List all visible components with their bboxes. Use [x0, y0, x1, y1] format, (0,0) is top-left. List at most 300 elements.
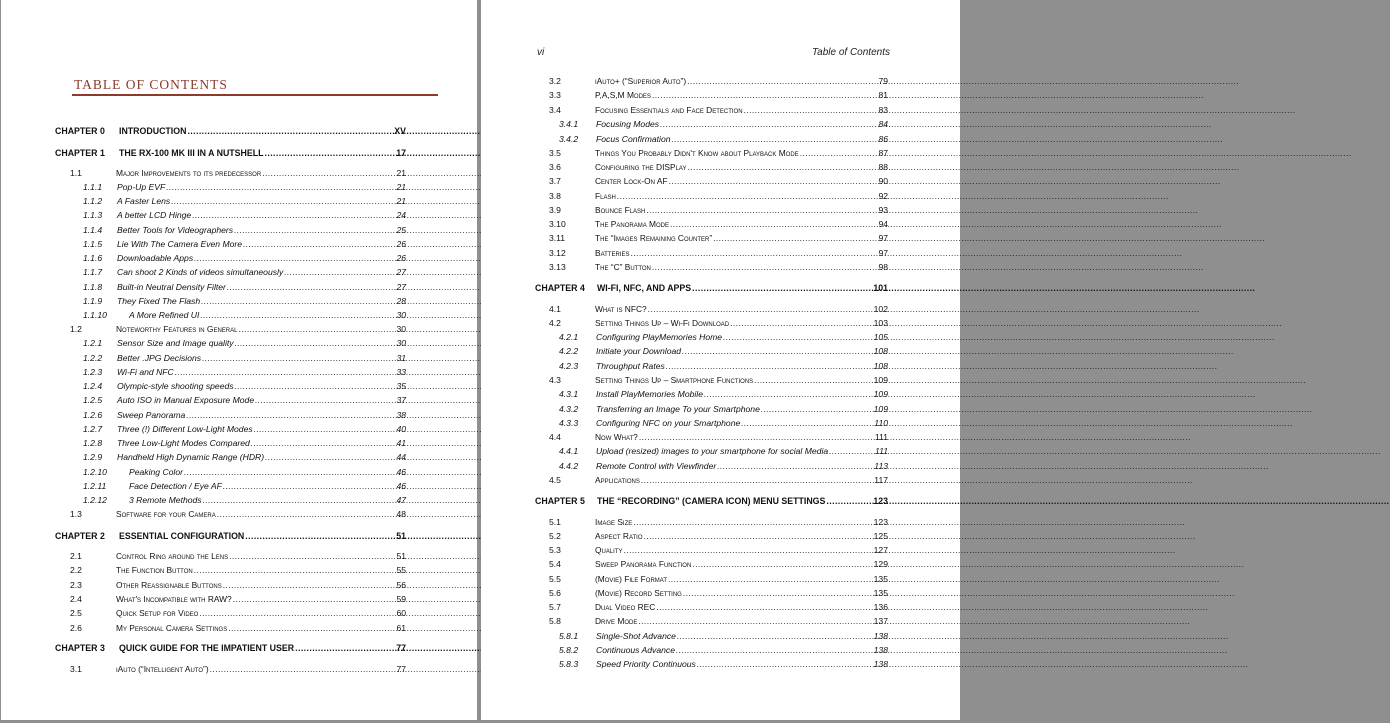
entry-title: Center Lock-On AF — [595, 176, 668, 186]
dot-leader — [660, 118, 877, 131]
entry-page-number: 84 — [878, 119, 888, 129]
entry-page-number: 26 — [396, 239, 406, 249]
toc-entry — [549, 89, 888, 102]
toc-entry — [549, 104, 888, 117]
dot-leader — [656, 601, 872, 614]
entry-page-number: 93 — [878, 205, 888, 215]
dot-leader — [633, 516, 872, 529]
entry-number: 3.9 — [549, 205, 561, 215]
entry-page-number: 92 — [878, 191, 888, 201]
dot-leader — [201, 295, 395, 308]
entry-title: Flash — [595, 191, 616, 201]
toc-entry — [549, 247, 888, 260]
entry-number: 1.2.5 — [83, 395, 103, 405]
entry-title: Quick Setup for Video — [116, 608, 199, 618]
entry-title: THE “RECORDING” (CAMERA ICON) MENU SETTINGS — [597, 496, 826, 506]
entry-title: Built-in Neutral Density Filter — [117, 282, 226, 292]
entry-title: Dual Video REC — [595, 602, 656, 612]
entry-number: 5.4 — [549, 559, 561, 569]
entry-title: Single-Shot Advance — [596, 631, 676, 641]
toc-entry — [549, 516, 888, 529]
toc-entry — [549, 544, 888, 557]
entry-page-number: 59 — [396, 594, 406, 604]
entry-number: 1.2.7 — [83, 424, 103, 434]
dot-leader — [235, 380, 396, 393]
dot-leader — [255, 394, 395, 407]
entry-page-number: 137 — [873, 616, 888, 626]
entry-page-number: 40 — [396, 424, 406, 434]
entry-page-number: 111 — [874, 432, 888, 442]
toc-entry — [83, 266, 406, 279]
entry-title: QUICK GUIDE FOR THE IMPATIENT USER — [119, 643, 295, 653]
dot-leader — [697, 658, 873, 671]
entry-number: 4.3.1 — [559, 389, 579, 399]
entry-title: THE RX-100 MK III IN A NUTSHELL — [119, 148, 264, 158]
entry-page-number: 97 — [878, 233, 888, 243]
entry-title: INTRODUCTION — [119, 126, 187, 136]
entry-title: Batteries — [595, 248, 630, 258]
entry-number: 1.2.2 — [83, 353, 103, 363]
dot-leader — [202, 352, 395, 365]
entry-title: A More Refined UI — [129, 310, 200, 320]
entry-number: 4.2 — [549, 318, 561, 328]
entry-number: 4.4.2 — [559, 461, 579, 471]
toc-entry — [549, 303, 888, 316]
entry-title: Setting Things Up – Wi-Fi Download — [595, 318, 730, 328]
entry-number: 5.8 — [549, 616, 561, 626]
entry-number: 4.4.1 — [559, 446, 579, 456]
dot-leader — [233, 593, 396, 606]
entry-title: iAuto (“Intelligent Auto”) — [116, 664, 209, 674]
entry-title: Sweep Panorama — [117, 410, 186, 420]
entry-number: 3.4.2 — [559, 134, 579, 144]
toc-entry — [559, 460, 888, 473]
dot-leader — [730, 317, 873, 330]
entry-page-number: 110 — [874, 418, 888, 428]
entry-number: 1.2.1 — [83, 338, 103, 348]
dot-leader — [641, 474, 873, 487]
entry-page-number: 77 — [396, 643, 406, 653]
dot-leader — [800, 147, 878, 160]
dot-leader — [683, 587, 873, 600]
entry-page-number: 30 — [396, 324, 406, 334]
entry-page-number: 30 — [396, 338, 406, 348]
dot-leader — [692, 282, 872, 295]
toc-entry — [70, 663, 406, 676]
entry-page-number: 28 — [396, 296, 406, 306]
toc-entry — [549, 530, 888, 543]
page-number-header: vi — [537, 47, 545, 58]
entry-number: 1.1.9 — [83, 296, 103, 306]
toc-entry — [83, 209, 406, 222]
entry-number: 4.3.3 — [559, 418, 579, 428]
entry-number: 4.3 — [549, 375, 561, 385]
dot-leader — [670, 218, 877, 231]
entry-title: Transferring an Image To your Smartphone — [596, 404, 760, 414]
toc-entry — [83, 409, 406, 422]
dot-leader — [265, 147, 396, 160]
entry-title: A better LCD Hinge — [117, 210, 192, 220]
entry-title: Speed Priority Continuous — [596, 659, 696, 669]
entry-title: Bounce Flash — [595, 205, 646, 215]
dot-leader — [624, 544, 873, 557]
entry-number: 5.5 — [549, 574, 561, 584]
entry-page-number: 129 — [873, 559, 888, 569]
entry-number: CHAPTER 2 — [55, 531, 105, 541]
entry-title: Setting Things Up – Smartphone Functions — [595, 375, 754, 385]
toc-entry — [549, 474, 888, 487]
entry-number: 1.1.4 — [83, 225, 103, 235]
entry-number: 1.2.6 — [83, 410, 103, 420]
dot-leader — [228, 622, 395, 635]
entry-title: Sweep Panorama Function — [595, 559, 692, 569]
toc-entry — [549, 558, 888, 571]
toc-chapter-entry — [55, 147, 406, 160]
toc-entry — [549, 374, 888, 387]
dot-leader — [646, 204, 877, 217]
entry-number: 3.6 — [549, 162, 561, 172]
toc-entry — [549, 218, 888, 231]
entry-number: 3.12 — [549, 248, 566, 258]
entry-number: 4.2.1 — [559, 332, 579, 342]
dot-leader — [234, 224, 395, 237]
dot-leader — [754, 374, 873, 387]
entry-title: Configuring the DISPlay — [595, 162, 687, 172]
toc-entry — [549, 147, 888, 160]
entry-number: 3.8 — [549, 191, 561, 201]
entry-page-number: 31 — [396, 353, 406, 363]
entry-number: 4.2.2 — [559, 346, 579, 356]
toc-entry — [559, 360, 888, 373]
entry-page-number: 83 — [878, 105, 888, 115]
entry-page-number: 136 — [873, 602, 888, 612]
entry-number: 1.1.3 — [83, 210, 103, 220]
entry-number: 5.8.3 — [559, 659, 579, 669]
toc-entry — [549, 615, 888, 628]
entry-number: CHAPTER 1 — [55, 148, 105, 158]
entry-title: Upload (resized) images to your smartphone for social Media — [596, 446, 829, 456]
entry-number: 3.5 — [549, 148, 561, 158]
toc-title: TABLE OF CONTENTS — [74, 77, 228, 92]
entry-title: Downloadable Apps — [117, 253, 194, 263]
entry-number: 4.4 — [549, 432, 561, 442]
entry-title: 3 Remote Methods — [129, 495, 202, 505]
entry-title: Now What? — [595, 432, 638, 442]
entry-title: Focusing Essentials and Face Detection — [595, 105, 743, 115]
entry-title: Install PlayMemories Mobile — [596, 389, 703, 399]
entry-title: What's Incompatible with RAW? — [116, 594, 232, 604]
toc-entry — [70, 550, 406, 563]
entry-page-number: 55 — [396, 565, 406, 575]
dot-leader — [638, 615, 872, 628]
dot-leader — [687, 161, 877, 174]
entry-page-number: 21 — [396, 182, 406, 192]
toc-entry — [559, 403, 888, 416]
toc-entry — [70, 167, 406, 180]
entry-title: What is NFC? — [595, 304, 647, 314]
entry-title: Drive Mode — [595, 616, 638, 626]
entry-number: 3.1 — [70, 664, 82, 674]
toc-entry — [549, 317, 888, 330]
entry-title: Three Low-Light Modes Compared — [117, 438, 250, 448]
entry-page-number: 123 — [873, 517, 888, 527]
entry-page-number: 25 — [396, 225, 406, 235]
toc-entry — [559, 331, 888, 344]
entry-page-number: 94 — [878, 219, 888, 229]
entry-page-number: 24 — [396, 210, 406, 220]
entry-title: The Panorama Mode — [595, 219, 670, 229]
dot-leader — [171, 195, 395, 208]
entry-page-number: 88 — [878, 162, 888, 172]
entry-title: Image Size — [595, 517, 633, 527]
entry-title: Major Improvements to its predecessor — [116, 168, 262, 178]
toc-entries-left — [1, 0, 477, 720]
entry-number: CHAPTER 3 — [55, 643, 105, 653]
entry-page-number: 21 — [396, 168, 406, 178]
entry-number: 2.1 — [70, 551, 82, 561]
running-header: Table of Contents — [811, 47, 890, 58]
entry-title: Focus Confirmation — [596, 134, 671, 144]
dot-leader — [175, 366, 396, 379]
toc-entry — [83, 238, 406, 251]
entry-page-number: 61 — [396, 623, 406, 633]
entry-title: Control Ring around the Lens — [116, 551, 229, 561]
entry-title: The “C” Button — [595, 262, 651, 272]
entry-number: 1.2.11 — [83, 481, 107, 491]
dot-leader — [192, 209, 395, 222]
entry-number: 1.2.3 — [83, 367, 103, 377]
dot-leader — [676, 644, 873, 657]
entry-number: 3.7 — [549, 176, 561, 186]
entry-title: Noteworthy Features in General — [116, 324, 238, 334]
dot-leader — [652, 261, 878, 274]
dot-leader — [648, 303, 873, 316]
entry-number: 1.1.7 — [83, 267, 103, 277]
entry-page-number: 35 — [396, 381, 406, 391]
left-page — [1, 0, 477, 720]
entry-number: 3.13 — [549, 262, 566, 272]
toc-entry — [83, 494, 406, 507]
toc-entry — [559, 630, 888, 643]
entry-title: Handheld High Dynamic Range (HDR) — [117, 452, 265, 462]
dot-leader — [284, 266, 395, 279]
entry-number: 1.1.8 — [83, 282, 103, 292]
entry-title: Focusing Modes — [596, 119, 660, 129]
entry-number: 2.4 — [70, 594, 82, 604]
entry-number: 1.1.10 — [83, 310, 107, 320]
entry-title: Continuous Advance — [596, 645, 675, 655]
entry-number: 3.11 — [549, 233, 566, 243]
toc-entry — [70, 622, 406, 635]
dot-leader — [199, 607, 395, 620]
dot-leader — [630, 247, 877, 260]
dot-leader — [251, 437, 396, 450]
toc-entry — [549, 161, 888, 174]
entry-page-number: 138 — [873, 659, 888, 669]
toc-entry — [559, 133, 888, 146]
toc-entry — [70, 593, 406, 606]
entry-page-number: 113 — [874, 461, 888, 471]
toc-entry — [559, 118, 888, 131]
entry-number: 4.3.2 — [559, 404, 579, 414]
entry-title: They Fixed The Flash — [117, 296, 201, 306]
toc-entry — [83, 451, 406, 464]
entry-title: WI-FI, NFC, AND APPS — [597, 283, 692, 293]
entry-number: CHAPTER 4 — [535, 283, 585, 293]
entry-title: Remote Control with Viewfinder — [596, 461, 717, 471]
entry-number: 1.1.2 — [83, 196, 103, 206]
entry-title: P,A,S,M Modes — [595, 90, 651, 100]
entry-page-number: 103 — [873, 318, 888, 328]
toc-entry — [549, 75, 888, 88]
toc-entry — [83, 224, 406, 237]
entry-number: 1.2.9 — [83, 452, 103, 462]
entry-number: 1.2.4 — [83, 381, 103, 391]
entry-title: ESSENTIAL CONFIGURATION — [119, 531, 245, 541]
entry-title: iAuto+ (“Superior Auto”) — [595, 76, 687, 86]
entry-page-number: 135 — [873, 574, 888, 584]
entry-number: 1.1 — [70, 168, 82, 178]
entry-number: 4.1 — [549, 304, 561, 314]
entry-page-number: 98 — [878, 262, 888, 272]
entry-page-number: 27 — [396, 282, 406, 292]
toc-entry — [70, 508, 406, 521]
entry-title: My Personal Camera Settings — [116, 623, 228, 633]
entry-page-number: 102 — [873, 304, 888, 314]
toc-entry — [83, 366, 406, 379]
entry-page-number: 127 — [873, 545, 888, 555]
entry-title: Better Tools for Videographers — [117, 225, 234, 235]
entry-number: 5.1 — [549, 517, 561, 527]
toc-entry — [83, 423, 406, 436]
entry-page-number: 17 — [396, 148, 406, 158]
toc-entry — [549, 232, 888, 245]
dot-leader — [210, 663, 396, 676]
dot-leader — [829, 445, 874, 458]
toc-entry — [83, 480, 406, 493]
entry-page-number: 123 — [873, 496, 888, 506]
entry-title: Face Detection / Eye AF — [129, 481, 222, 491]
toc-entry — [83, 352, 406, 365]
dot-leader — [235, 337, 396, 350]
entry-page-number: 37 — [396, 395, 406, 405]
entry-page-number: 109 — [873, 389, 888, 399]
dot-leader — [826, 495, 872, 508]
toc-entry — [70, 579, 406, 592]
entry-number: 1.2.10 — [83, 467, 107, 477]
toc-entry — [83, 195, 406, 208]
entry-number: 2.3 — [70, 580, 82, 590]
dot-leader — [295, 642, 395, 655]
dot-leader — [223, 480, 396, 493]
entry-page-number: 79 — [878, 76, 888, 86]
toc-entry — [70, 607, 406, 620]
dot-leader — [652, 89, 877, 102]
entry-page-number: 56 — [396, 580, 406, 590]
dot-leader — [217, 508, 396, 521]
toc-chapter-entry — [55, 125, 406, 138]
entry-page-number: 60 — [396, 608, 406, 618]
entry-page-number: 81 — [878, 90, 888, 100]
entry-number: 3.4 — [549, 105, 561, 115]
entry-page-number: 108 — [873, 346, 888, 356]
toc-chapter-entry — [535, 282, 888, 295]
toc-chapter-entry — [55, 642, 406, 655]
entry-page-number: 30 — [396, 310, 406, 320]
dot-leader — [200, 309, 395, 322]
entry-page-number: 87 — [878, 148, 888, 158]
dot-leader — [744, 104, 878, 117]
entry-number: 1.1.5 — [83, 239, 103, 249]
right-page — [481, 0, 960, 720]
entry-title: (Movie) Record Setting — [595, 588, 682, 598]
entry-page-number: 135 — [873, 588, 888, 598]
entry-number: 1.1.6 — [83, 253, 103, 263]
toc-entry — [549, 431, 888, 444]
entry-number: 4.2.3 — [559, 361, 579, 371]
toc-entry — [549, 587, 888, 600]
entry-title: Peaking Color — [129, 467, 183, 477]
dot-leader — [203, 494, 396, 507]
entry-number: 4.5 — [549, 475, 561, 485]
entry-page-number: 97 — [878, 248, 888, 258]
dot-leader — [187, 125, 393, 138]
entry-page-number: 38 — [396, 410, 406, 420]
entry-number: CHAPTER 0 — [55, 126, 105, 136]
entry-number: 3.3 — [549, 90, 561, 100]
entry-title: Quality — [595, 545, 623, 555]
dot-leader — [639, 431, 874, 444]
toc-entry — [559, 445, 888, 458]
dot-leader — [644, 530, 873, 543]
dot-leader — [666, 360, 873, 373]
toc-entry — [83, 437, 406, 450]
dot-leader — [741, 417, 873, 430]
dot-leader — [238, 323, 395, 336]
dot-leader — [682, 345, 873, 358]
dot-leader — [166, 181, 395, 194]
toc-entry — [549, 601, 888, 614]
entry-title: Olympic-style shooting speeds — [117, 381, 234, 391]
entry-page-number: 44 — [396, 452, 406, 462]
toc-chapter-entry — [535, 495, 888, 508]
entry-page-number: 108 — [873, 361, 888, 371]
entry-title: Pop-Up EVF — [117, 182, 166, 192]
entry-page-number: 47 — [396, 495, 406, 505]
toc-entry — [559, 388, 888, 401]
entry-number: CHAPTER 5 — [535, 496, 585, 506]
toc-chapter-entry — [55, 530, 406, 543]
dot-leader — [265, 451, 395, 464]
toc-entry — [559, 644, 888, 657]
entry-title: The Function Button — [116, 565, 193, 575]
entry-page-number: 125 — [873, 531, 888, 541]
dot-leader — [184, 466, 395, 479]
entry-number: 2.6 — [70, 623, 82, 633]
entry-page-number: 27 — [396, 267, 406, 277]
dot-leader — [223, 579, 396, 592]
entry-title: Things You Probably Didn't Know about Playback Mode — [595, 148, 799, 158]
toc-entry — [549, 190, 888, 203]
entry-title: Software for your Camera — [116, 509, 216, 519]
entry-number: 3.4.1 — [559, 119, 579, 129]
dot-leader — [194, 564, 396, 577]
entry-number: 1.2.12 — [83, 495, 107, 505]
entry-title: Wi-Fi and NFC — [117, 367, 174, 377]
entry-page-number: 138 — [873, 645, 888, 655]
entry-number: 5.2 — [549, 531, 561, 541]
dot-leader — [692, 558, 872, 571]
